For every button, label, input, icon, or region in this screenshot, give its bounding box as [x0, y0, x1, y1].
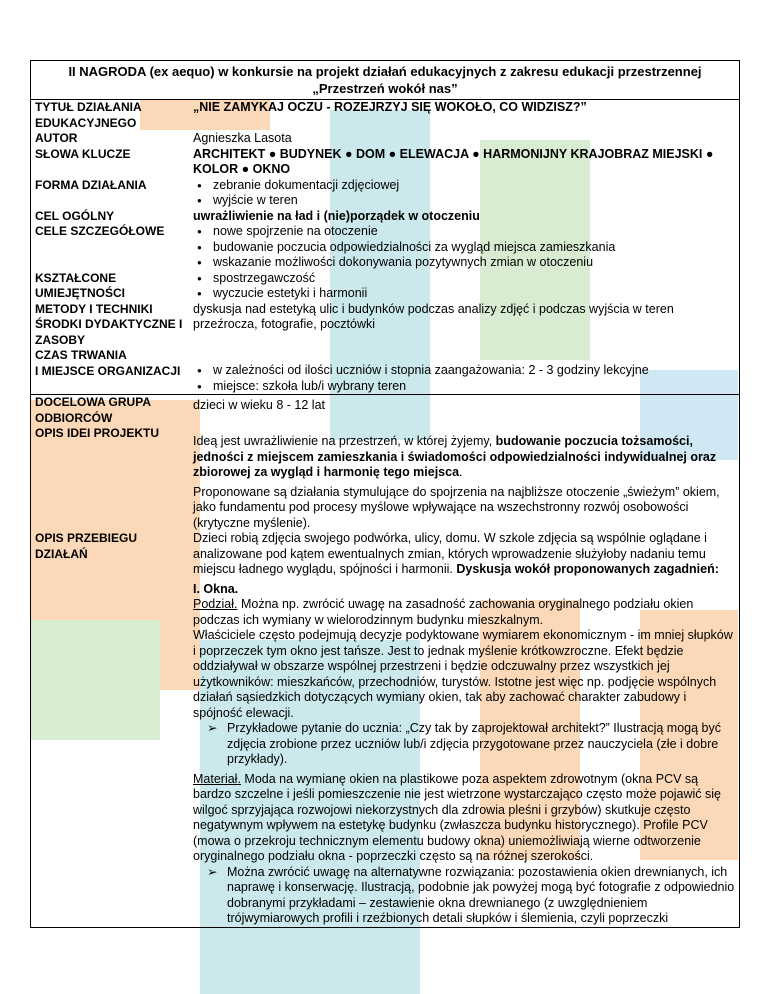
label-przebieg: OPIS PRZEBIEGU DZIAŁAŃ [35, 531, 138, 561]
value-cel: uwrażliwienie na ład i (nie)porządek w otoczeniu [193, 208, 480, 223]
label-autor: AUTOR [35, 131, 78, 145]
label-czas-line-2: I MIEJSCE ORGANIZACJI [35, 363, 181, 378]
value-cele [189, 224, 739, 271]
row-przebieg [31, 531, 739, 927]
material-text: Moda na wymianę okien na plastikowe poza aspektem zdrowotnym (okna PCV są bardzo szczelne i jeśli pomieszczenie nie jest wietrzone wystarczająco często może pojawić się wilgoć sprzyjająca rozwojowi niekorzystnych dla zdrowia pleśni i grzybów) skutkuje często negatywnym wpływem na estetykę budynku (zwłaszcza budynku historycznego). Profile PCV (mowa o przekroju technicznym elementu budowy okna) uniemożliwiają wierne odtworzenie oryginalnego podziału okna - poprzeczki często są na różnej szerokości. [193, 771, 722, 863]
przebieg-text-b: Dyskusja wokół proponowanych zagadnień: [456, 562, 719, 576]
label-umiej: KSZTAŁCONE UMIEJĘTNOŚCI [35, 270, 126, 300]
podzial-text: Można np. zwrócić uwagę na zasadność zachowania oryginalnego podziału okien podczas ich wymiany w wielorodzinnym budynku mieszkalnym. [193, 597, 694, 627]
label-forma: FORMA DZIAŁANIA [35, 177, 147, 192]
material-label: Materiał. [193, 771, 241, 786]
document-header [31, 61, 739, 100]
value-slowa: ARCHITEKT ● BUDYNEK ● DOM ● ELEWACJA ● HARMONIJNY KRAJOBRAZ MIEJSKI ● KOLOR ● OKNO [193, 146, 714, 176]
przebieg-paragraph-podzial [193, 597, 735, 628]
label-metody: METODY I TECHNIKI [35, 301, 153, 316]
label-grupa: DOCELOWA GRUPA ODBIORCÓW [31, 395, 189, 427]
project-details-table [31, 100, 739, 927]
idea-paragraph-1 [193, 434, 735, 481]
przebieg-paragraph-1 [193, 531, 735, 578]
row-metody [31, 302, 739, 318]
label-cel: CEL OGÓLNY [35, 208, 115, 223]
value-grupa [189, 395, 739, 427]
przebieg-text-a: Dzieci robią zdjęcia swojego podwórka, ulicy, domu. W szkole zdjęcia są wspólnie oglądane i analizowane pod kątem ewentualnych zmian, których wprowadzenie służyłoby nadaniu temu miejscu ładnego wyglądu, spójności i harmonii. [193, 531, 707, 576]
row-autor [31, 131, 739, 147]
row-czas [31, 348, 739, 395]
idea-paragraph-2: Proponowane są działania stymulujące do spojrzenia na najbliższe otoczenie „świeżym” okiem, jako fundamentu pod procesy myślowe wpływające na wszechstronny rozwój osobowości (krytyczne myślenie). [193, 484, 720, 530]
idea-text-b: budowanie poczucia tożsamości, jedności z miejscem zamieszkania i świadomości odpowiedzialności indywidualnej oraz zbiorowej za wygląd i harmonię tego miejsca [193, 434, 717, 479]
value-umiej [189, 271, 739, 302]
value-autor: Agnieszka Lasota [193, 131, 292, 145]
label-tytul: TYTUŁ DZIAŁANIA EDUKACYJNEGO [35, 100, 142, 130]
value-metody: dyskusja nad estetyką ulic i budynków podczas analizy zdjęć i podczas wyjścia w teren [193, 301, 674, 316]
przebieg-paragraph-material [193, 772, 735, 865]
label-srodki: ŚRODKI DYDAKTYCZNE I ZASOBY [35, 317, 183, 347]
list-item: ● wskazanie możliwości dokonywania pozytywnych zmian w otoczeniu [213, 255, 735, 271]
value-srodki: przeźrocza, fotografie, pocztówki [193, 317, 376, 331]
list-item: ➢ Można zwrócić uwagę na alternatywne rozwiązania: pozostawienia okien drewnianych, ich naprawę i konserwację. Ilustracją, podobnie jak powyżej mogą być fotografie z odpowiednio dobranymi przykładami – zestawienie okna drewnianego (z uwzględnieniem trójwymiarowych profili i rzeźbionych detali słupków i ślemienia, czyli poprzeczki [227, 865, 735, 927]
row-forma [31, 178, 739, 209]
idea-text-c: . [459, 465, 463, 479]
header-line-1: II NAGRODA (ex aequo) w konkursie na projekt działań edukacyjnych z zakresu edukacji przestrzennej [68, 64, 702, 79]
document-table [30, 60, 740, 928]
grupa-text: dzieci w wieku 8 - 12 lat [193, 398, 326, 412]
value-przebieg [189, 531, 739, 927]
label-idea: OPIS IDEI PROJEKTU [35, 426, 160, 440]
list-item: ● spostrzegawczość [213, 271, 735, 287]
idea-text-a: Ideą jest uwrażliwienie na przestrzeń, w której żyjemy, [193, 434, 496, 448]
row-idea [31, 426, 739, 531]
section-heading-okna: I. Okna. [193, 581, 239, 596]
row-srodki [31, 317, 739, 348]
row-tytul [31, 100, 739, 131]
list-item: ● wyczucie estetyki i harmonii [213, 286, 735, 302]
row-grupa [31, 395, 739, 427]
value-czas [189, 348, 739, 395]
przebieg-paragraph-3: Właściciele często podejmują decyzje podyktowane wymiarem ekonomicznym - im mniej słupków i poprzeczek tym okno jest tańsze. Jest to jednak myślenie krótkowzroczne. Efekt będzie oddziaływał w obszarze wspólnej przestrzeni i będzie odczuwalny przez wszystkich jej użytkowników: mieszkańców, przechodniów, turystów. Istotne jest więc np. podjęcie wspólnych działań sąsiedzkich dotyczących wymiany okien, tak aby zachować charakter zabudowy i spójność elewacji. [193, 628, 733, 720]
label-czas [31, 348, 189, 395]
list-item: ● budowanie poczucia odpowiedzialności za wygląd miejsca zamieszkania [213, 240, 735, 256]
header-line-2: „Przestrzeń wokół nas” [312, 81, 458, 96]
label-cele: CELE SZCZEGÓŁOWE [35, 224, 165, 238]
list-item: ● nowe spojrzenie na otoczenie [213, 224, 735, 240]
value-tytul: „NIE ZAMYKAJ OCZU - ROZEJRZYJ SIĘ WOKOŁO, CO WIDZISZ?” [193, 100, 587, 114]
row-cel [31, 209, 739, 225]
list-item: ● miejsce: szkoła lub/i wybrany teren [213, 379, 735, 395]
list-item: ➢ Przykładowe pytanie do ucznia: „Czy tak by zaprojektował architekt?” Ilustracją mogą być zdjęcia zrobione przez uczniów lub/i zdjęcia przygotowane przez nauczyciela (złe i dobre przykłady). [227, 721, 735, 768]
row-slowa [31, 147, 739, 178]
label-czas-line-1: CZAS TRWANIA [35, 348, 127, 362]
list-item: ● zebranie dokumentacji zdjęciowej [213, 178, 735, 194]
label-slowa: SŁOWA KLUCZE [35, 146, 131, 161]
row-cele [31, 224, 739, 271]
row-umiej [31, 271, 739, 302]
list-item: ● w zależności od ilości uczniów i stopnia zaangażowania: 2 - 3 godziny lekcyjne [213, 363, 735, 379]
value-idea [189, 426, 739, 531]
list-item: ● wyjście w teren [213, 193, 735, 209]
value-forma [189, 178, 739, 209]
podzial-label: Podział. [193, 597, 238, 611]
